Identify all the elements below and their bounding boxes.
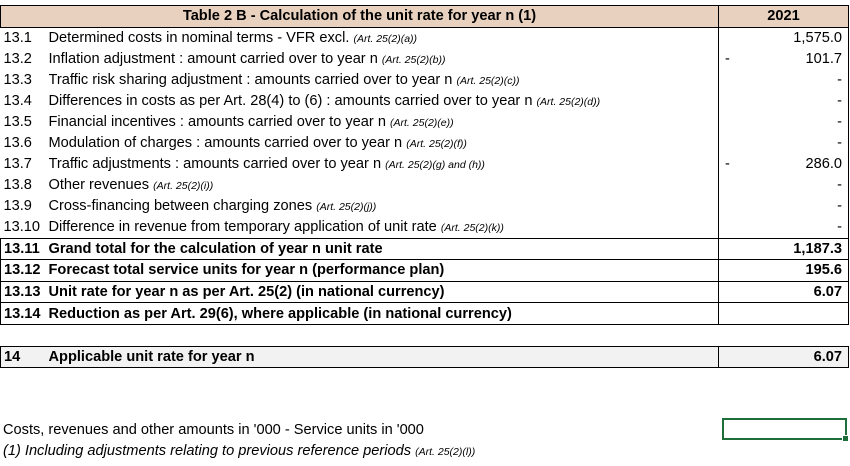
fill-handle[interactable]: [842, 435, 849, 442]
row-label: Cross-financing between charging zones: [48, 197, 313, 214]
table-row[interactable]: [1, 133, 849, 154]
row-value: 286.0: [805, 156, 842, 173]
total-row[interactable]: [1, 281, 849, 303]
row-number[interactable]: 13.3: [3, 72, 32, 89]
row-value: -: [837, 219, 842, 236]
row-value-cell[interactable]: [719, 70, 849, 91]
row-sign: -: [725, 155, 730, 172]
row-value: -: [837, 72, 842, 89]
unit-rate-table: [0, 5, 849, 368]
row-label: Difference in revenue from temporary application of unit rate: [48, 218, 437, 235]
row-label: Determined costs in nominal terms - VFR excl.: [48, 29, 350, 46]
footnote-text: (1) Including adjustments relating to previous reference periods: [3, 443, 412, 459]
row-number[interactable]: 13.5: [3, 114, 32, 131]
row-value: -: [837, 135, 842, 152]
row-label: Other revenues: [48, 176, 150, 193]
table-row[interactable]: [1, 27, 849, 49]
row-label: Financial incentives : amounts carried over to year n: [48, 113, 386, 130]
row-reference: (Art. 25(2)(j)): [316, 200, 377, 213]
table-row[interactable]: [1, 175, 849, 196]
row-label: Traffic risk sharing adjustment : amounts carried over to year n: [48, 71, 453, 88]
row-label-cell[interactable]: [49, 91, 719, 112]
row-value-cell[interactable]: [719, 91, 849, 112]
row-value-cell[interactable]: [719, 154, 849, 175]
table-row[interactable]: [1, 49, 849, 70]
table-row[interactable]: [1, 196, 849, 217]
row-value-cell[interactable]: [719, 175, 849, 196]
row-value: -: [837, 114, 842, 131]
row-reference: (Art. 25(2)(k)): [440, 221, 504, 234]
row-label-cell[interactable]: [49, 196, 719, 217]
table-row[interactable]: [1, 112, 849, 133]
total-rows: [1, 238, 849, 324]
row-value-cell[interactable]: [719, 49, 849, 70]
row-label-cell[interactable]: [49, 133, 719, 154]
row-reference: (Art. 25(2)(d)): [536, 95, 601, 108]
total-row-label[interactable]: Forecast total service units for year n (performance plan): [49, 260, 719, 282]
row-value: -: [837, 93, 842, 110]
row-label-cell[interactable]: [49, 217, 719, 239]
row-reference: (Art. 25(2)(b)): [381, 53, 446, 66]
row-value: 101.7: [805, 51, 842, 68]
table-title[interactable]: Table 2 B - Calculation of the unit rate for year n (1): [1, 6, 719, 28]
row-value: -: [837, 198, 842, 215]
row-value: -: [837, 177, 842, 194]
row-reference: (Art. 25(2)(a)): [353, 32, 418, 45]
row-number[interactable]: 13.10: [3, 219, 41, 236]
row-value-cell[interactable]: [719, 217, 849, 239]
row-number[interactable]: 13.9: [3, 198, 32, 215]
row-label-cell[interactable]: [49, 154, 719, 175]
total-row-value[interactable]: 1,187.3: [719, 238, 849, 260]
final-row-value[interactable]: 6.07: [719, 346, 849, 368]
row-label-cell[interactable]: [49, 27, 719, 49]
row-label: Differences in costs as per Art. 28(4) to (6) : amounts carried over to year n: [48, 92, 533, 109]
row-label-cell[interactable]: [49, 70, 719, 91]
row-number[interactable]: 13.6: [3, 135, 32, 152]
row-number[interactable]: 13.2: [3, 51, 32, 68]
row-value-cell[interactable]: [719, 112, 849, 133]
year-header[interactable]: 2021: [719, 6, 849, 28]
total-row[interactable]: [1, 238, 849, 260]
row-reference: (Art. 25(2)(e)): [390, 116, 454, 129]
detail-rows: [1, 27, 849, 238]
total-row-number[interactable]: 13.12: [1, 260, 49, 282]
total-row-value[interactable]: 6.07: [719, 281, 849, 303]
row-number[interactable]: 13.4: [3, 93, 32, 110]
row-label: Modulation of charges : amounts carried over to year n: [48, 134, 403, 151]
row-number[interactable]: 13.8: [3, 177, 32, 194]
total-row-number[interactable]: 13.13: [1, 281, 49, 303]
selected-cell[interactable]: [722, 418, 847, 440]
row-number[interactable]: 13.1: [3, 30, 32, 47]
total-row-number[interactable]: 13.14: [1, 303, 49, 325]
total-row[interactable]: [1, 303, 849, 325]
table-row[interactable]: [1, 70, 849, 91]
units-note[interactable]: Costs, revenues and other amounts in '000 - Service units in '000: [3, 422, 424, 438]
row-value-cell[interactable]: [719, 133, 849, 154]
row-value-cell[interactable]: [719, 196, 849, 217]
row-label-cell[interactable]: [49, 49, 719, 70]
row-label-cell[interactable]: [49, 112, 719, 133]
footnote[interactable]: [3, 441, 475, 463]
row-sign: -: [725, 50, 730, 67]
total-row-number[interactable]: 13.11: [1, 238, 49, 260]
row-label: Inflation adjustment : amount carried over to year n: [48, 50, 378, 67]
row-label-cell[interactable]: [49, 175, 719, 196]
spacer-row: [1, 324, 849, 346]
total-row-label[interactable]: Grand total for the calculation of year n unit rate: [49, 238, 719, 260]
final-row[interactable]: [1, 346, 849, 368]
row-number[interactable]: 13.7: [3, 156, 32, 173]
footnote-ref: (Art. 25(2)(l)): [415, 446, 476, 458]
table-row[interactable]: [1, 154, 849, 175]
total-row-value[interactable]: 195.6: [719, 260, 849, 282]
total-row[interactable]: [1, 260, 849, 282]
notes: [3, 420, 475, 463]
total-row-label[interactable]: Reduction as per Art. 29(6), where applicable (in national currency): [49, 303, 719, 325]
row-label: Traffic adjustments : amounts carried over to year n: [48, 155, 382, 172]
row-value: 1,575.0: [793, 30, 842, 47]
row-value-cell[interactable]: [719, 27, 849, 49]
total-row-value[interactable]: [719, 303, 849, 325]
table-header-row: [1, 6, 849, 28]
row-reference: (Art. 25(2)(c)): [456, 74, 520, 87]
table-row[interactable]: [1, 217, 849, 239]
final-row-label[interactable]: Applicable unit rate for year n: [49, 346, 719, 368]
row-reference: (Art. 25(2)(i)): [153, 179, 214, 192]
row-reference: (Art. 25(2)(g) and (h)): [385, 158, 485, 171]
table-row[interactable]: [1, 91, 849, 112]
row-reference: (Art. 25(2)(f)): [406, 137, 467, 150]
total-row-label[interactable]: Unit rate for year n as per Art. 25(2) (in national currency): [49, 281, 719, 303]
final-row-number[interactable]: 14: [1, 346, 49, 368]
